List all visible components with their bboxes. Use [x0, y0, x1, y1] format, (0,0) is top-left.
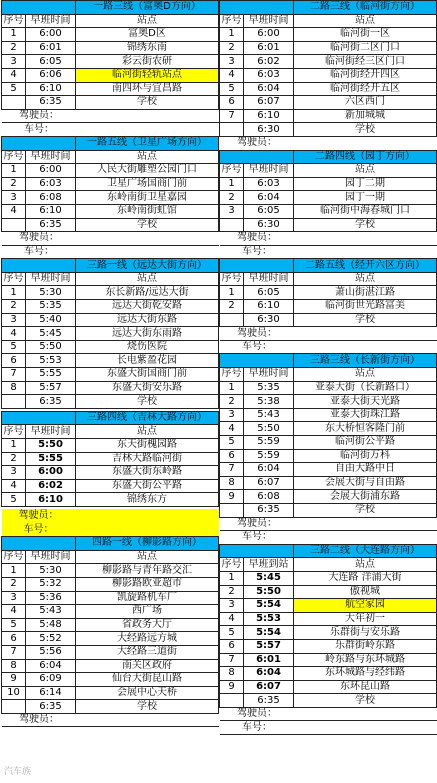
col-no: 序号 — [3, 14, 24, 26]
table-row: 1 6:03 园丁二期 — [220, 177, 437, 191]
table-row: 8 6:04 东环城路与经纬路 — [220, 667, 437, 681]
table-row: 3 5:54 航空家园 — [220, 599, 437, 613]
highlighted-stop: 航空家园 — [294, 599, 437, 613]
table-row: 7 6:10 新加城城 — [220, 109, 437, 123]
table-row: 7 6:01 岭东路与东环城路 — [220, 653, 437, 667]
table-row: 2 5:50 傲视城 — [220, 585, 437, 599]
table-row: 2 5:32 柳影路欧亚超市 — [2, 577, 219, 591]
table-row: 1 5:50 东天街槐园路 — [2, 439, 219, 453]
route-title: 三路二线（大连路方向） — [294, 544, 437, 558]
table-row: 5 5:54 乐群街与安乐路 — [220, 626, 437, 640]
table-row: 1 6:00 临河街一区 — [220, 28, 437, 42]
table-row: 7 5:56 大经路三道街 — [2, 645, 219, 659]
table-row: 6:35 学校 — [2, 395, 219, 409]
table-row: 2 5:55 吉林大路临河街 — [2, 452, 219, 466]
table-row: 6 5:53 长电紫盈花园 — [2, 354, 219, 368]
table-row: 6 5:59 临河街万科 — [220, 449, 437, 463]
table-row: 5 5:50 烧伤医院 — [2, 340, 219, 354]
table-row: 6:30 学校 — [220, 313, 437, 327]
table-row: 6 5:52 大经路远方城 — [2, 632, 219, 646]
highlighted-stop: 临河街轻轨站点 — [76, 68, 219, 82]
table-row: 5 5:59 临河街公平路 — [220, 436, 437, 450]
left-column: 一路三线（富奥D方向） 序号 早班时间 站点 1 6:00 富奥D区 2 6:01 锦绣东南 3 6:05 彩云街农研 4 6:06 临河街轻轨站点 5 6:10 南四环与宜昌路 6:35 学校 驾驶员： 车号： 一路五线（卫星广场方向） 序号 早班时间 站点 1 6:00 人民大街雕塑公园门口 2 6:03 卫星广场国商门前 3 6:08 东岭南街卫星嘉园 4 6:10 东岭南街虹馆 6:35 学校 驾驶员： 车号： 三路一线（远达大街方向） 序号 早班时间 站点 1 5:30 东长新路/远达大街 2 5:35 远达大街乾安路 3 5:40 远达大街东路 4 5:45 远达大街东雨路 5 5:50 烧伤医院 6 5:53 长电紫盈花园 7 5:55 东盛大街国商门前 8 5:57 东盛大街安乐路 6:35 学校 三路四线（吉林大路方向） 序号 早班时间 站点 1 5:50 东天街槐园路 2 5:55 吉林大路临河街 3 6:00 东盛大街东岭路 4 6:02 东盛大街公平路 5 6:10 锦绣东方 驾驶员： 车号： 四路一线（柳影路方向） 序号 早班时间 站点 1 5:30 柳影路与青年路交汇 2 5:32 柳影路欧亚超市 3 5:36 凯旋路机车厂 4 5:43 西广场 5 5:48 省政务大厅 6 5:52 大经路远方城 7 5:56 大经路三道街 8 6:04 南关区政府 9 6:09 仙台大街昆山路 10 6:14 会展中心天桥 6:35 学校 驾驶员： — [1, 0, 218, 727]
table-row: 5 6:10 锦绣东方 — [2, 493, 219, 507]
table-row: 2 5:38 亚泰大街天光路 — [220, 395, 437, 409]
table-row: 1 6:05 萧山街湛江路 — [220, 286, 437, 300]
car-label: 车号： — [2, 123, 76, 137]
table-row: 6:35 学校 — [220, 503, 437, 517]
table-row: 1 5:30 柳影路与青年路交汇 — [2, 564, 219, 578]
table-row: 1 6:00 富奥D区 — [2, 28, 219, 42]
table-row: 2 6:10 临河街世光路富美 — [220, 300, 437, 314]
table-row: 3 6:05 临河街中海春城门口 — [220, 204, 437, 218]
route-title: 二路三线（临河街方向） — [294, 1, 437, 15]
table-row: 8 6:04 南关区政府 — [2, 659, 219, 673]
table-row: 9 6:07 东环昆山路 — [220, 680, 437, 694]
table-row: 6:30 学校 — [220, 123, 437, 137]
table-row: 4 5:50 东大桥恒客隆门前 — [220, 422, 437, 436]
table-row: 6:35 学校 — [2, 700, 219, 714]
table-row: 4 6:03 临河街经开四区 — [220, 68, 437, 82]
table-row: 8 5:57 东盛大街安乐路 — [2, 381, 219, 395]
table-row: 2 6:01 临河街二区门口 — [220, 41, 437, 55]
table-row: 4 5:43 西广场 — [2, 605, 219, 619]
table-row: 6 6:07 六区西门 — [220, 96, 437, 110]
table-row: 2 6:01 锦绣东南 — [2, 41, 219, 55]
route-title: 四路一线（柳影路方向） — [76, 537, 219, 551]
table-row: 4 5:45 远达大街东雨路 — [2, 327, 219, 341]
table-row: 3 5:36 凯旋路机车厂 — [2, 591, 219, 605]
table-row: 5 6:04 临河街经开五区 — [220, 82, 437, 96]
table-row: 3 6:00 东盛大街东岭路 — [2, 466, 219, 480]
table-row: 4 6:02 东盛大街公平路 — [2, 479, 219, 493]
table-row: 1 5:35 亚泰大街（长新路口） — [220, 381, 437, 395]
table-row: 4 5:53 大年初一 — [220, 612, 437, 626]
route-title: 三路四线（吉林大路方向） — [76, 411, 219, 425]
right-column: 二路三线（临河街方向） 序号 早班时间 站点 1 6:00 临河街一区 2 6:01 临河街二区门口 3 6:02 临河街经三区门口 4 6:03 临河街经开四区 5 6:04 临河街经开五区 6 6:07 六区西门 7 6:10 新加城城 6:30 学校 驾驶员： 二路四线（园丁方向） 序号 早班时间 站点 1 6:03 园丁二期 2 6:04 园丁一期 3 6:05 临河街中海春城门口 6:30 学校 驾驶员： 车号： 二路五线（经开六区方向） 序号 早班时间 站点 1 6:05 萧山街湛江路 2 6:10 临河街世光路富美 6:30 学校 驾驶员： 车号： 三路三线（长新街方向） 序号 早班时间 站点 1 5:35 亚泰大街（长新路口） 2 5:38 亚泰大街天光路 3 5:43 亚泰大街珠江路 4 5:50 东大桥恒客隆门前 5 5:59 临河街公平路 6 5:59 临河街万科 7 6:04 自由大路中日 8 6:07 会展大街与自由路 9 6:08 会展大街浦东路 6:35 学校 驾驶员： 车号： 三路二线（大连路方向） 序号 早班到站 站点 1 5:45 大连路 洋浦大街 2 5:50 傲视城 3 5:54 航空家园 4 5:53 大年初一 5 5:54 乐群街与安乐路 6 5:57 乐群街岭东路 7 6:01 岭东路与东环城路 8 6:04 东环城路与经纬路 9 6:07 东环昆山路 6:35 学校 驾驶员： 车号： — [219, 0, 436, 735]
table-row: 2 6:03 卫星广场国商门前 — [2, 177, 219, 191]
table-row: 3 5:43 亚泰大街珠江路 — [220, 408, 437, 422]
table-row: 8 6:07 会展大街与自由路 — [220, 476, 437, 490]
route-title: 一路五线（卫星广场方向） — [76, 136, 219, 150]
table-row: 2 6:04 园丁一期 — [220, 191, 437, 205]
table-row: 10 6:14 会展中心天桥 — [2, 686, 219, 700]
table-row: 1 5:45 大连路 洋浦大街 — [220, 571, 437, 585]
table-row: 6:35 学校 — [2, 218, 219, 232]
driver-label: 驾驶员： — [2, 109, 76, 123]
route-title: 三路一线（远达大街方向） — [76, 259, 219, 273]
route-title: 一路三线（富奥D方向） — [76, 1, 219, 15]
table-row: 5 6:10 南四环与宜昌路 — [2, 82, 219, 96]
driver-label: 驾驶员： — [2, 509, 76, 523]
table-row: 4 6:06 临河街轻轨站点 — [2, 68, 219, 82]
table-row: 3 6:02 临河街经三区门口 — [220, 55, 437, 69]
watermark: 汽车族 — [4, 767, 32, 777]
table-row: 6:35 学校 — [220, 694, 437, 708]
table-row: 3 5:40 远达大街东路 — [2, 313, 219, 327]
table-row: 3 6:08 东岭南街卫星嘉园 — [2, 191, 219, 205]
table-row: 6:30 学校 — [220, 218, 437, 232]
table-row: 6:35 学校 — [2, 96, 219, 110]
table-row: 7 5:55 东盛大街国商门前 — [2, 368, 219, 382]
table-row: 7 6:04 自由大路中日 — [220, 463, 437, 477]
table-row: 2 5:35 远达大街乾安路 — [2, 300, 219, 314]
col-time: 早班时间 — [26, 14, 76, 28]
table-row: 4 6:10 东岭南街虹馆 — [2, 204, 219, 218]
table-row: 1 6:00 人民大街雕塑公园门口 — [2, 164, 219, 178]
table-row: 1 5:30 东长新路/远达大街 — [2, 286, 219, 300]
route-title: 三路三线（长新街方向） — [294, 354, 437, 368]
table-row: 9 6:09 仙台大街昆山路 — [2, 673, 219, 687]
table-row: 9 6:08 会展大街浦东路 — [220, 490, 437, 504]
table-row: 6 5:57 乐群街岭东路 — [220, 639, 437, 653]
table-row: 5 5:48 省政务大厅 — [2, 618, 219, 632]
col-stop: 站点 — [76, 14, 219, 28]
route-title: 二路四线（园丁方向） — [294, 150, 437, 164]
car-label: 车号： — [2, 523, 76, 537]
table-row: 3 6:05 彩云街农研 — [2, 55, 219, 69]
route-title: 二路五线（经开六区方向） — [294, 259, 437, 273]
